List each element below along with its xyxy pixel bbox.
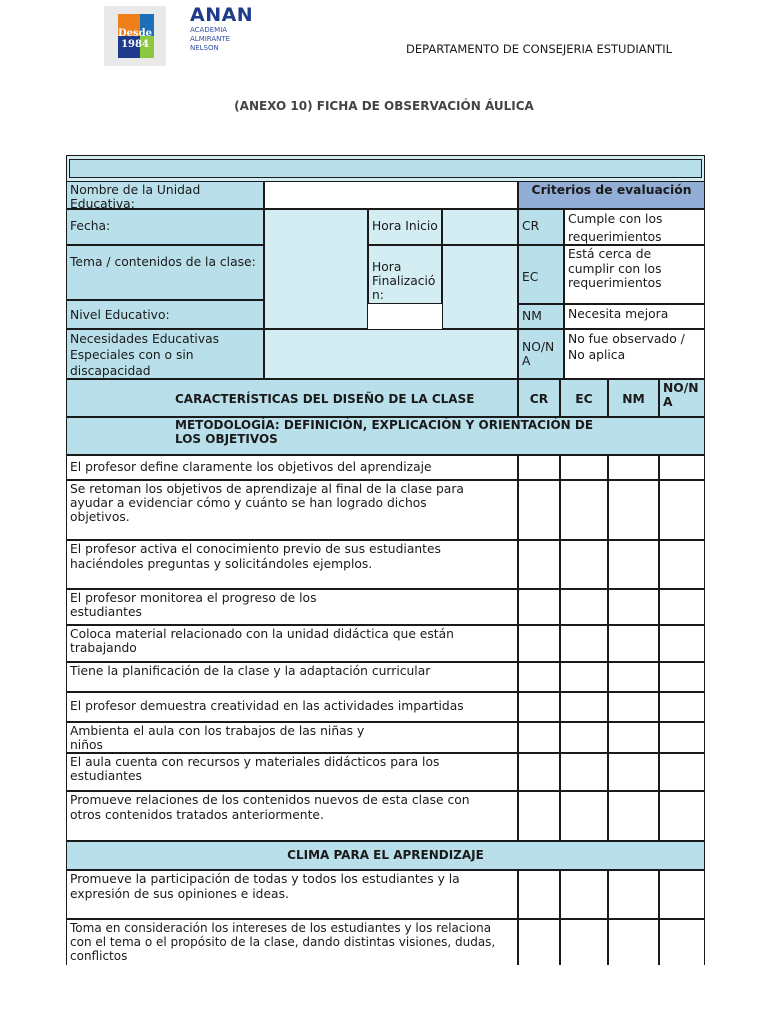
item-text: Coloca material relacionado con la unidad didáctica que están trabajando xyxy=(66,625,518,662)
mark-nm[interactable] xyxy=(608,791,659,841)
mark-cr[interactable] xyxy=(518,919,560,965)
col-header-nona: NO/NA xyxy=(659,379,705,417)
item-text: El aula cuenta con recursos y materiales didácticos para los estudiantes xyxy=(66,753,518,791)
mark-nm[interactable] xyxy=(608,455,659,480)
criteria-code-nm: NM xyxy=(518,304,564,329)
mark-ec[interactable] xyxy=(560,455,608,480)
item-text: Toma en consideración los intereses de los estudiantes y los relaciona con el tema o el propósito de la clase, dando distintas visiones, dudas, conflictos xyxy=(66,919,518,965)
mark-cr[interactable] xyxy=(518,455,560,480)
hora-fin-input[interactable] xyxy=(442,245,518,329)
hora-fin-label: Hora Finalizació n: xyxy=(368,245,442,304)
mark-cr[interactable] xyxy=(518,480,560,540)
mark-nona[interactable] xyxy=(659,692,705,722)
col-header-ec: EC xyxy=(560,379,608,417)
item-text: El profesor demuestra creatividad en las actividades impartidas xyxy=(66,692,518,722)
tema-label: Tema / contenidos de la clase: xyxy=(66,245,264,300)
col-header-cr: CR xyxy=(518,379,560,417)
mark-cr[interactable] xyxy=(518,753,560,791)
criteria-code-ec: EC xyxy=(518,245,564,304)
mark-cr[interactable] xyxy=(518,625,560,662)
hora-inicio-label: Hora Inicio xyxy=(368,209,442,245)
nee-input[interactable] xyxy=(264,329,518,379)
mark-nona[interactable] xyxy=(659,540,705,589)
item-text: Tiene la planificación de la clase y la adaptación curricular xyxy=(66,662,518,692)
mark-nona[interactable] xyxy=(659,625,705,662)
fecha-input[interactable] xyxy=(264,209,368,329)
brand-subtitle: ACADEMIA ALMIRANTE NELSON xyxy=(190,26,231,52)
item-text: Promueve relaciones de los contenidos nuevos de esta clase con otros contenidos tratados anteriormente. xyxy=(66,791,518,841)
mark-cr[interactable] xyxy=(518,589,560,625)
mark-nm[interactable] xyxy=(608,662,659,692)
item-text: Se retoman los objetivos de aprendizaje al final de la clase para ayudar a evidenciar cómo y cuánto se han logrado dichos objetivos. xyxy=(66,480,518,540)
mark-ec[interactable] xyxy=(560,722,608,753)
item-text: Ambienta el aula con los trabajos de las niñas y niños xyxy=(66,722,518,753)
logo-year-text: Desde 1984 xyxy=(118,28,153,50)
mark-ec[interactable] xyxy=(560,753,608,791)
table-header-title: CARACTERÍSTICAS DEL DISEÑO DE LA CLASE xyxy=(66,379,518,417)
mark-nm[interactable] xyxy=(608,870,659,919)
mark-nm[interactable] xyxy=(608,625,659,662)
mark-nm[interactable] xyxy=(608,480,659,540)
mark-ec[interactable] xyxy=(560,480,608,540)
mark-ec[interactable] xyxy=(560,589,608,625)
criteria-code-nona: NO/NA xyxy=(518,329,564,379)
criteria-desc-nona: No fue observado / No aplica xyxy=(564,329,705,379)
mark-nona[interactable] xyxy=(659,480,705,540)
mark-cr[interactable] xyxy=(518,870,560,919)
mark-nona[interactable] xyxy=(659,722,705,753)
criteria-desc-nm: Necesita mejora xyxy=(564,304,705,329)
mark-cr[interactable] xyxy=(518,722,560,753)
nivel-label: Nivel Educativo: xyxy=(66,300,264,329)
mark-ec[interactable] xyxy=(560,791,608,841)
item-text: El profesor activa el conocimiento previo de sus estudiantes haciéndoles preguntas y solicitándoles ejemplos. xyxy=(66,540,518,589)
unidad-input[interactable] xyxy=(264,181,518,209)
mark-ec[interactable] xyxy=(560,919,608,965)
col-header-nm: NM xyxy=(608,379,659,417)
mark-ec[interactable] xyxy=(560,662,608,692)
fecha-label: Fecha: xyxy=(66,209,264,245)
hora-inicio-input[interactable] xyxy=(442,209,518,245)
mark-nm[interactable] xyxy=(608,722,659,753)
item-text: El profesor monitorea el progreso de los estudiantes xyxy=(66,589,518,625)
mark-ec[interactable] xyxy=(560,692,608,722)
item-text: El profesor define claramente los objetivos del aprendizaje xyxy=(66,455,518,480)
nee-label: Necesidades Educativas Especiales con o sin discapacidad xyxy=(66,329,264,379)
mark-ec[interactable] xyxy=(560,870,608,919)
unidad-label: Nombre de la Unidad Educativa: xyxy=(66,181,264,209)
mark-cr[interactable] xyxy=(518,662,560,692)
mark-cr[interactable] xyxy=(518,791,560,841)
document-title: (ANEXO 10) FICHA DE OBSERVACIÓN ÁULICA xyxy=(234,99,534,113)
mark-nona[interactable] xyxy=(659,870,705,919)
mark-cr[interactable] xyxy=(518,692,560,722)
mark-nona[interactable] xyxy=(659,919,705,965)
school-logo xyxy=(104,6,166,66)
section-header-metodologia: METODOLOGÍA: DEFINICIÓN, EXPLICACIÓN Y ORIENTACIÓN DE LOS OBJETIVOS xyxy=(66,417,705,455)
mark-nona[interactable] xyxy=(659,589,705,625)
mark-nona[interactable] xyxy=(659,791,705,841)
mark-ec[interactable] xyxy=(560,625,608,662)
form-top-band-inner xyxy=(69,159,702,178)
mark-nm[interactable] xyxy=(608,540,659,589)
brand-name: ANAN xyxy=(190,4,254,26)
criteria-code-cr: CR xyxy=(518,209,564,245)
criteria-desc-ec: Está cerca de cumplir con los requerimientos xyxy=(564,245,705,304)
mark-ec[interactable] xyxy=(560,540,608,589)
criteria-desc-cr: Cumple con los requerimientos xyxy=(564,209,705,245)
mark-nona[interactable] xyxy=(659,662,705,692)
brand-block xyxy=(190,4,253,53)
section-header-clima: CLIMA PARA EL APRENDIZAJE xyxy=(66,841,705,870)
mark-nm[interactable] xyxy=(608,589,659,625)
item-text: Promueve la participación de todas y todos los estudiantes y la expresión de sus opiniones e ideas. xyxy=(66,870,518,919)
mark-nm[interactable] xyxy=(608,692,659,722)
mark-nm[interactable] xyxy=(608,919,659,965)
mark-cr[interactable] xyxy=(518,540,560,589)
mark-nm[interactable] xyxy=(608,753,659,791)
department-name: DEPARTAMENTO DE CONSEJERIA ESTUDIANTIL xyxy=(406,42,672,56)
mark-nona[interactable] xyxy=(659,455,705,480)
mark-nona[interactable] xyxy=(659,753,705,791)
criteria-title: Criterios de evaluación xyxy=(518,181,705,209)
